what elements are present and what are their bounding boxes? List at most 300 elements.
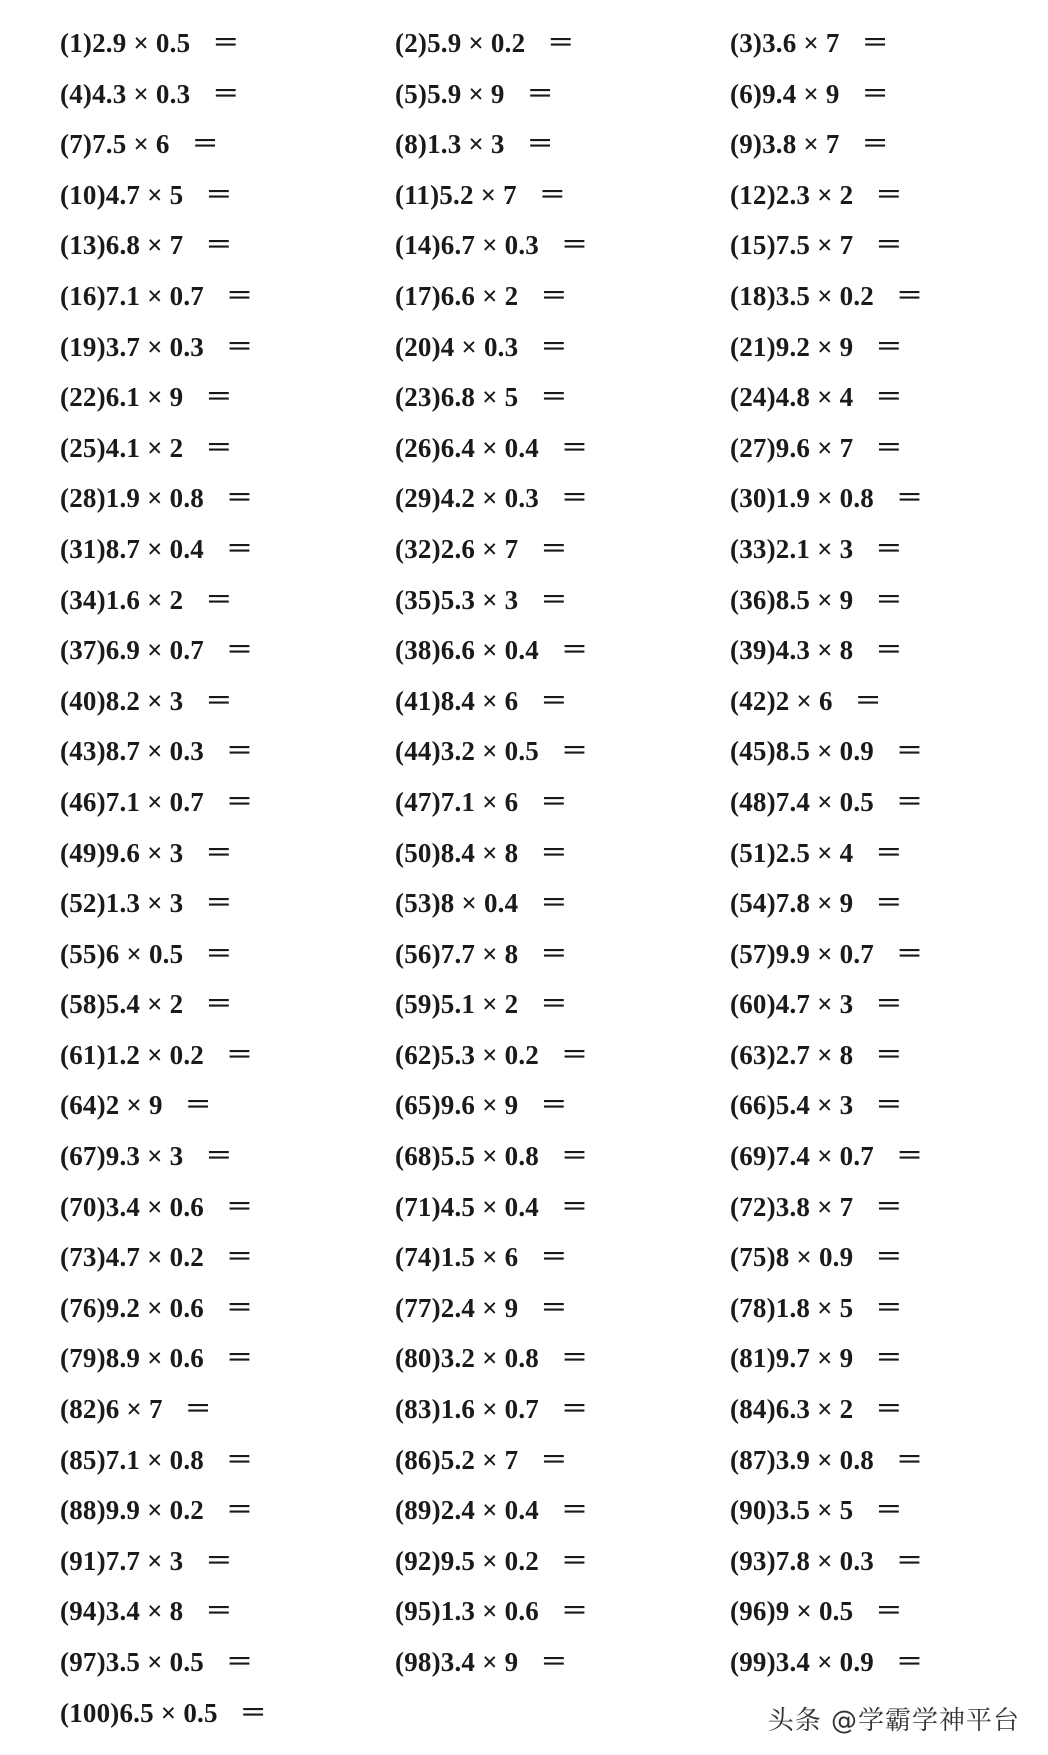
problem-item <box>60 1283 395 1334</box>
equals-sign: ＝ <box>854 685 882 716</box>
problem-item <box>60 1485 395 1536</box>
problem-item <box>60 473 395 524</box>
problem-expression: (6)9.4 × 9 <box>730 78 840 109</box>
equals-sign: ＝ <box>895 938 924 969</box>
problem-item <box>395 119 730 170</box>
problem-expression: (11)5.2 × 7 <box>395 179 517 210</box>
problem-expression: (52)1.3 × 3 <box>60 888 184 919</box>
problem-item <box>730 1182 1020 1233</box>
problem-expression: (35)5.3 × 3 <box>395 584 519 615</box>
problem-item <box>60 220 395 271</box>
problem-expression: (76)9.2 × 0.6 <box>60 1292 204 1323</box>
watermark: 头条 @学霸学神平台 <box>767 1706 1020 1736</box>
equals-sign: ＝ <box>225 1242 254 1273</box>
problem-item <box>730 1080 1020 1131</box>
equals-sign: ＝ <box>875 432 903 463</box>
equals-sign: ＝ <box>895 1545 924 1576</box>
problem-item <box>395 625 730 676</box>
problem-expression: (7)7.5 × 6 <box>60 129 170 160</box>
equals-sign: ＝ <box>875 635 903 666</box>
equals-sign: ＝ <box>225 1444 254 1475</box>
problem-expression: (66)5.4 × 3 <box>730 1090 854 1121</box>
problem-item <box>60 676 395 727</box>
problem-expression: (39)4.3 × 8 <box>730 635 854 666</box>
problem-item <box>730 777 1020 828</box>
problem-item <box>395 18 730 69</box>
equals-sign: ＝ <box>225 1647 254 1677</box>
problem-expression: (5)5.9 × 9 <box>395 78 505 109</box>
equals-sign: ＝ <box>540 938 568 969</box>
problem-item <box>395 726 730 777</box>
problem-expression: (31)8.7 × 0.4 <box>60 533 204 564</box>
problem-expression: (24)4.8 × 4 <box>730 382 854 413</box>
problem-item <box>60 271 395 322</box>
equals-sign: ＝ <box>875 1191 903 1222</box>
equals-sign: ＝ <box>540 382 568 413</box>
problem-expression: (90)3.5 × 5 <box>730 1495 854 1526</box>
problem-item <box>395 372 730 423</box>
equals-sign: ＝ <box>205 938 233 969</box>
problem-item <box>60 625 395 676</box>
problem-expression: (68)5.5 × 0.8 <box>395 1141 539 1172</box>
problem-expression: (72)3.8 × 7 <box>730 1191 854 1222</box>
problem-item <box>395 1131 730 1182</box>
equals-sign: ＝ <box>205 989 233 1020</box>
problem-expression: (16)7.1 × 0.7 <box>60 280 204 311</box>
equals-sign: ＝ <box>540 1647 568 1677</box>
equals-sign: ＝ <box>875 1596 903 1627</box>
problem-item <box>730 18 1020 69</box>
equals-sign: ＝ <box>225 1039 254 1070</box>
problem-item <box>60 1586 395 1637</box>
equals-sign: ＝ <box>205 179 233 210</box>
problem-item <box>395 423 730 474</box>
problem-item <box>730 1637 1020 1688</box>
problem-expression: (55)6 × 0.5 <box>60 938 184 969</box>
equals-sign: ＝ <box>205 584 233 615</box>
problem-expression: (25)4.1 × 2 <box>60 432 184 463</box>
equals-sign: ＝ <box>225 1191 254 1222</box>
equals-sign: ＝ <box>225 1343 254 1374</box>
problem-item <box>60 828 395 879</box>
equals-sign: ＝ <box>875 179 903 210</box>
equals-sign: ＝ <box>875 1495 903 1526</box>
equals-sign: ＝ <box>875 1090 903 1121</box>
equals-sign: ＝ <box>895 1647 924 1677</box>
problem-item <box>395 1384 730 1435</box>
problem-item <box>60 423 395 474</box>
equals-sign: ＝ <box>225 1495 254 1526</box>
problem-expression: (22)6.1 × 9 <box>60 382 184 413</box>
problem-expression: (57)9.9 × 0.7 <box>730 938 874 969</box>
problem-item <box>730 220 1020 271</box>
problem-item <box>395 1182 730 1233</box>
problem-item <box>60 1232 395 1283</box>
equals-sign: ＝ <box>895 786 924 817</box>
equals-sign: ＝ <box>560 1191 589 1222</box>
problem-expression: (17)6.6 × 2 <box>395 280 519 311</box>
problem-item <box>395 676 730 727</box>
problem-expression: (69)7.4 × 0.7 <box>730 1141 874 1172</box>
equals-sign: ＝ <box>560 1394 589 1425</box>
problem-item <box>730 524 1020 575</box>
problem-expression: (59)5.1 × 2 <box>395 989 519 1020</box>
equals-sign: ＝ <box>205 1545 233 1576</box>
problem-item <box>730 473 1020 524</box>
problem-expression: (43)8.7 × 0.3 <box>60 736 204 767</box>
equals-sign: ＝ <box>875 1292 903 1323</box>
problem-expression: (19)3.7 × 0.3 <box>60 331 204 362</box>
problem-expression: (60)4.7 × 3 <box>730 989 854 1020</box>
equals-sign: ＝ <box>875 1394 903 1425</box>
problem-expression: (74)1.5 × 6 <box>395 1242 519 1273</box>
equals-sign: ＝ <box>540 989 568 1020</box>
problem-item <box>395 1080 730 1131</box>
problem-item <box>730 69 1020 120</box>
problem-item <box>395 1586 730 1637</box>
problem-expression: (95)1.3 × 0.6 <box>395 1596 539 1627</box>
problem-expression: (2)5.9 × 0.2 <box>395 28 526 58</box>
equals-sign: ＝ <box>875 331 903 362</box>
equals-sign: ＝ <box>191 129 219 160</box>
problem-item <box>395 828 730 879</box>
equals-sign: ＝ <box>895 483 924 514</box>
problem-item <box>395 979 730 1030</box>
problem-expression: (70)3.4 × 0.6 <box>60 1191 204 1222</box>
equals-sign: ＝ <box>540 533 568 564</box>
problem-item <box>60 119 395 170</box>
problem-item <box>395 271 730 322</box>
problem-expression: (21)9.2 × 9 <box>730 331 854 362</box>
equals-sign: ＝ <box>861 129 889 160</box>
equals-sign: ＝ <box>205 1141 233 1172</box>
equals-sign: ＝ <box>875 888 903 919</box>
equals-sign: ＝ <box>560 432 589 463</box>
problem-expression: (46)7.1 × 0.7 <box>60 786 204 817</box>
equals-sign: ＝ <box>526 129 554 160</box>
problem-item <box>60 372 395 423</box>
problem-item <box>60 69 395 120</box>
problem-item <box>730 726 1020 777</box>
problem-item <box>60 878 395 929</box>
equals-sign: ＝ <box>225 483 254 514</box>
equals-sign: ＝ <box>560 1545 589 1576</box>
problem-item <box>60 777 395 828</box>
problem-expression: (81)9.7 × 9 <box>730 1343 854 1374</box>
equals-sign: ＝ <box>560 483 589 514</box>
problem-expression: (77)2.4 × 9 <box>395 1292 519 1323</box>
problem-item <box>60 1688 395 1739</box>
equals-sign: ＝ <box>560 635 589 666</box>
equals-sign: ＝ <box>560 1596 589 1627</box>
problem-expression: (9)3.8 × 7 <box>730 129 840 160</box>
problem-expression: (54)7.8 × 9 <box>730 888 854 919</box>
problem-expression: (49)9.6 × 3 <box>60 837 184 868</box>
problem-item <box>395 473 730 524</box>
equals-sign: ＝ <box>540 1090 568 1121</box>
problem-expression: (78)1.8 × 5 <box>730 1292 854 1323</box>
problem-expression: (75)8 × 0.9 <box>730 1242 854 1273</box>
problem-expression: (65)9.6 × 9 <box>395 1090 519 1121</box>
problem-expression: (47)7.1 × 6 <box>395 786 519 817</box>
problem-item <box>730 1333 1020 1384</box>
problem-item <box>730 170 1020 221</box>
equals-sign: ＝ <box>212 28 240 58</box>
problem-item <box>395 524 730 575</box>
problem-expression: (41)8.4 × 6 <box>395 685 519 716</box>
equals-sign: ＝ <box>895 280 924 311</box>
problem-item <box>60 1030 395 1081</box>
equals-sign: ＝ <box>205 382 233 413</box>
problem-item <box>395 777 730 828</box>
problem-expression: (14)6.7 × 0.3 <box>395 230 539 261</box>
problem-item <box>60 1435 395 1486</box>
equals-sign: ＝ <box>540 584 568 615</box>
equals-sign: ＝ <box>225 736 254 767</box>
problem-grid <box>60 18 1020 1738</box>
problem-item <box>730 1536 1020 1587</box>
problem-expression: (48)7.4 × 0.5 <box>730 786 874 817</box>
problem-item <box>730 625 1020 676</box>
equals-sign: ＝ <box>212 78 240 109</box>
problem-expression: (73)4.7 × 0.2 <box>60 1242 204 1273</box>
equals-sign: ＝ <box>225 533 254 564</box>
problem-expression: (100)6.5 × 0.5 <box>60 1697 218 1728</box>
problem-item <box>60 524 395 575</box>
problem-item <box>60 929 395 980</box>
problem-expression: (86)5.2 × 7 <box>395 1444 519 1475</box>
problem-item <box>60 1536 395 1587</box>
problem-expression: (93)7.8 × 0.3 <box>730 1545 874 1576</box>
equals-sign: ＝ <box>875 1039 903 1070</box>
problem-expression: (36)8.5 × 9 <box>730 584 854 615</box>
problem-expression: (32)2.6 × 7 <box>395 533 519 564</box>
equals-sign: ＝ <box>540 888 568 919</box>
problem-item <box>730 423 1020 474</box>
problem-expression: (20)4 × 0.3 <box>395 331 519 362</box>
problem-expression: (94)3.4 × 8 <box>60 1596 184 1627</box>
problem-item <box>730 979 1020 1030</box>
problem-expression: (53)8 × 0.4 <box>395 888 519 919</box>
problem-item <box>395 1485 730 1536</box>
problem-expression: (85)7.1 × 0.8 <box>60 1444 204 1475</box>
equals-sign: ＝ <box>895 1141 924 1172</box>
problem-expression: (96)9 × 0.5 <box>730 1596 854 1627</box>
problem-expression: (33)2.1 × 3 <box>730 533 854 564</box>
equals-sign: ＝ <box>225 1292 254 1323</box>
problem-item <box>395 170 730 221</box>
problem-expression: (58)5.4 × 2 <box>60 989 184 1020</box>
problem-expression: (83)1.6 × 0.7 <box>395 1394 539 1425</box>
equals-sign: ＝ <box>861 28 889 58</box>
problem-item <box>395 878 730 929</box>
equals-sign: ＝ <box>540 1242 568 1273</box>
equals-sign: ＝ <box>560 1039 589 1070</box>
equals-sign: ＝ <box>895 736 924 767</box>
equals-sign: ＝ <box>875 533 903 564</box>
equals-sign: ＝ <box>895 1444 924 1475</box>
equals-sign: ＝ <box>540 1444 568 1475</box>
problem-item <box>395 220 730 271</box>
equals-sign: ＝ <box>875 382 903 413</box>
problem-item <box>395 1435 730 1486</box>
equals-sign: ＝ <box>225 280 254 311</box>
equals-sign: ＝ <box>225 635 254 666</box>
problem-expression: (64)2 × 9 <box>60 1090 163 1121</box>
problem-item <box>60 979 395 1030</box>
problem-expression: (38)6.6 × 0.4 <box>395 635 539 666</box>
problem-expression: (27)9.6 × 7 <box>730 432 854 463</box>
equals-sign: ＝ <box>225 331 254 362</box>
problem-item <box>730 878 1020 929</box>
equals-sign: ＝ <box>547 28 575 58</box>
problem-item <box>730 271 1020 322</box>
problem-expression: (87)3.9 × 0.8 <box>730 1444 874 1475</box>
problem-expression: (89)2.4 × 0.4 <box>395 1495 539 1526</box>
equals-sign: ＝ <box>861 78 889 109</box>
problem-expression: (88)9.9 × 0.2 <box>60 1495 204 1526</box>
problem-expression: (3)3.6 × 7 <box>730 28 840 58</box>
equals-sign: ＝ <box>560 1495 589 1526</box>
equals-sign: ＝ <box>540 280 568 311</box>
problem-expression: (92)9.5 × 0.2 <box>395 1545 539 1576</box>
problem-expression: (44)3.2 × 0.5 <box>395 736 539 767</box>
problem-expression: (63)2.7 × 8 <box>730 1039 854 1070</box>
problem-expression: (12)2.3 × 2 <box>730 179 854 210</box>
problem-item <box>60 575 395 626</box>
problem-expression: (80)3.2 × 0.8 <box>395 1343 539 1374</box>
equals-sign: ＝ <box>560 1343 589 1374</box>
problem-item <box>395 1536 730 1587</box>
problem-expression: (51)2.5 × 4 <box>730 837 854 868</box>
problem-expression: (56)7.7 × 8 <box>395 938 519 969</box>
equals-sign: ＝ <box>540 786 568 817</box>
problem-expression: (37)6.9 × 0.7 <box>60 635 204 666</box>
problem-item <box>395 575 730 626</box>
equals-sign: ＝ <box>205 432 233 463</box>
problem-item <box>60 1080 395 1131</box>
problem-expression: (23)6.8 × 5 <box>395 382 519 413</box>
equals-sign: ＝ <box>205 1596 233 1627</box>
equals-sign: ＝ <box>225 786 254 817</box>
problem-expression: (42)2 × 6 <box>730 685 833 716</box>
problem-expression: (29)4.2 × 0.3 <box>395 483 539 514</box>
problem-item <box>730 1030 1020 1081</box>
equals-sign: ＝ <box>205 230 233 261</box>
problem-item <box>60 322 395 373</box>
problem-expression: (97)3.5 × 0.5 <box>60 1647 204 1677</box>
equals-sign: ＝ <box>540 685 568 716</box>
equals-sign: ＝ <box>540 1292 568 1323</box>
problem-expression: (28)1.9 × 0.8 <box>60 483 204 514</box>
problem-expression: (79)8.9 × 0.6 <box>60 1343 204 1374</box>
equals-sign: ＝ <box>205 837 233 868</box>
problem-item <box>395 929 730 980</box>
problem-item <box>730 372 1020 423</box>
problem-item <box>730 322 1020 373</box>
equals-sign: ＝ <box>239 1697 267 1728</box>
problem-expression: (1)2.9 × 0.5 <box>60 28 191 58</box>
equals-sign: ＝ <box>184 1394 212 1425</box>
equals-sign: ＝ <box>540 331 568 362</box>
problem-expression: (15)7.5 × 7 <box>730 230 854 261</box>
problem-expression: (71)4.5 × 0.4 <box>395 1191 539 1222</box>
equals-sign: ＝ <box>184 1090 212 1121</box>
problem-item <box>730 1283 1020 1334</box>
problem-item <box>395 322 730 373</box>
problem-expression: (34)1.6 × 2 <box>60 584 184 615</box>
equals-sign: ＝ <box>875 837 903 868</box>
problem-expression: (26)6.4 × 0.4 <box>395 432 539 463</box>
problem-expression: (62)5.3 × 0.2 <box>395 1039 539 1070</box>
problem-item <box>395 1637 730 1688</box>
problem-expression: (13)6.8 × 7 <box>60 230 184 261</box>
equals-sign: ＝ <box>875 1343 903 1374</box>
problem-expression: (50)8.4 × 8 <box>395 837 519 868</box>
equals-sign: ＝ <box>205 685 233 716</box>
problem-item <box>730 1586 1020 1637</box>
problem-expression: (91)7.7 × 3 <box>60 1545 184 1576</box>
problem-item <box>730 1384 1020 1435</box>
problem-item <box>395 1333 730 1384</box>
problem-item <box>395 1283 730 1334</box>
problem-item <box>730 929 1020 980</box>
problem-item <box>60 1637 395 1688</box>
problem-expression: (82)6 × 7 <box>60 1394 163 1425</box>
problem-expression: (98)3.4 × 9 <box>395 1647 519 1677</box>
problem-expression: (61)1.2 × 0.2 <box>60 1039 204 1070</box>
problem-expression: (10)4.7 × 5 <box>60 179 184 210</box>
equals-sign: ＝ <box>560 1141 589 1172</box>
problem-expression: (84)6.3 × 2 <box>730 1394 854 1425</box>
equals-sign: ＝ <box>560 736 589 767</box>
problem-expression: (67)9.3 × 3 <box>60 1141 184 1172</box>
problem-item <box>395 1232 730 1283</box>
problem-item <box>730 1131 1020 1182</box>
equals-sign: ＝ <box>875 230 903 261</box>
problem-item <box>395 69 730 120</box>
problem-expression: (45)8.5 × 0.9 <box>730 736 874 767</box>
equals-sign: ＝ <box>205 888 233 919</box>
equals-sign: ＝ <box>875 989 903 1020</box>
problem-item <box>730 575 1020 626</box>
problem-item <box>60 170 395 221</box>
problem-item <box>60 1182 395 1233</box>
problem-item <box>730 119 1020 170</box>
problem-item <box>60 18 395 69</box>
problem-item <box>60 726 395 777</box>
problem-expression: (40)8.2 × 3 <box>60 685 184 716</box>
equals-sign: ＝ <box>875 1242 903 1273</box>
equals-sign: ＝ <box>540 837 568 868</box>
problem-item <box>60 1333 395 1384</box>
problem-item <box>730 1232 1020 1283</box>
problem-item <box>395 1030 730 1081</box>
equals-sign: ＝ <box>875 584 903 615</box>
problem-item <box>730 1485 1020 1536</box>
problem-item <box>730 1435 1020 1486</box>
problem-expression: (18)3.5 × 0.2 <box>730 280 874 311</box>
problem-item <box>60 1131 395 1182</box>
problem-expression: (8)1.3 × 3 <box>395 129 505 160</box>
problem-expression: (4)4.3 × 0.3 <box>60 78 191 109</box>
problem-expression: (99)3.4 × 0.9 <box>730 1647 874 1677</box>
equals-sign: ＝ <box>526 78 554 109</box>
problem-item <box>60 1384 395 1435</box>
equals-sign: ＝ <box>560 230 589 261</box>
equals-sign: ＝ <box>538 179 567 210</box>
problem-item <box>730 676 1020 727</box>
